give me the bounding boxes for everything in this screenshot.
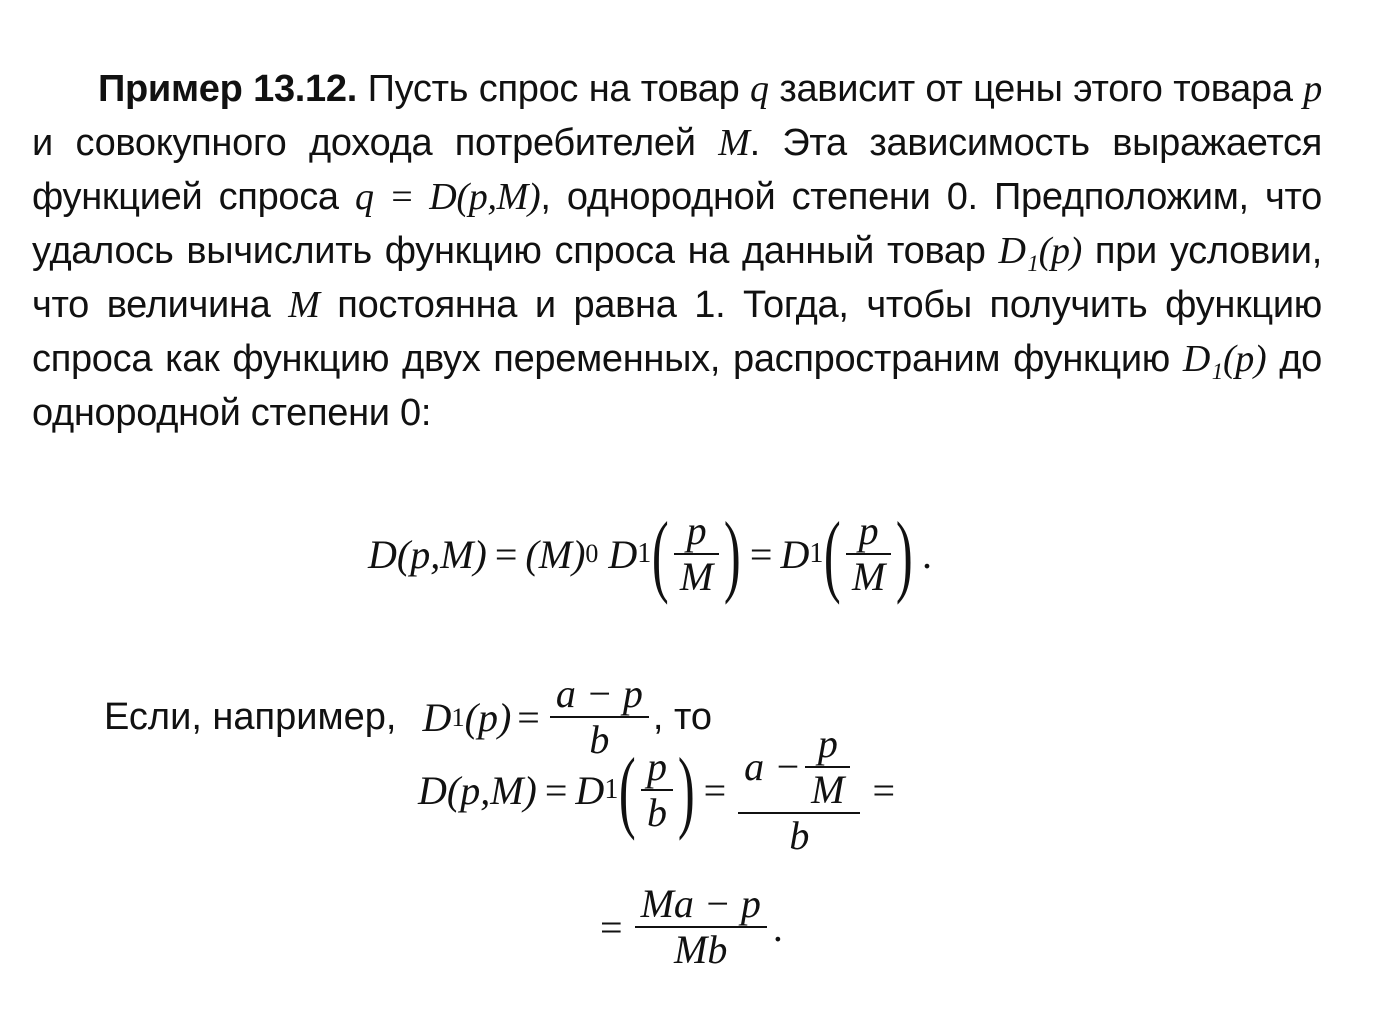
- function-name: D: [422, 694, 452, 740]
- period: .: [921, 531, 932, 577]
- period: .: [772, 904, 783, 950]
- eq-sign: =: [749, 531, 773, 577]
- text-fragment: при условии, что величина: [32, 230, 1322, 326]
- text-fragment: постоянна и равна 1. Тогда, чтобы получить функцию спроса как функцию двух переменных, распространим функцию: [32, 284, 1322, 380]
- variable-M: M: [288, 284, 320, 326]
- fraction: [846, 509, 891, 599]
- compound-fraction: [738, 722, 860, 858]
- text-fragment: и совокупного дохода потребителей: [32, 122, 696, 164]
- numerator: p: [817, 721, 838, 766]
- subscript: 1: [451, 701, 465, 732]
- fraction: [635, 882, 767, 972]
- subscript: 1: [809, 538, 824, 569]
- eq-lhs: D(p,M): [418, 767, 537, 813]
- variable-p: p: [1303, 68, 1322, 110]
- denominator: b: [789, 813, 810, 858]
- lead-text: Если, например,: [104, 695, 397, 738]
- numerator: p: [646, 744, 667, 789]
- function-name: D: [608, 531, 638, 577]
- formula-d1p: D₁(p): [1182, 338, 1267, 380]
- text-fragment: , однородной степени 0. Предположим, что удалось вычислить функцию спроса на данный товар: [32, 176, 1323, 272]
- denominator: M: [851, 554, 886, 599]
- paren-close: ): [896, 503, 914, 605]
- function-name: D: [575, 767, 605, 813]
- term-a-minus: a −: [744, 744, 802, 789]
- paren-open: (: [824, 503, 842, 605]
- eq-sign: =: [600, 904, 623, 950]
- subscript: 1: [604, 774, 619, 805]
- fraction: [674, 509, 719, 599]
- paren-open: (: [652, 503, 670, 605]
- tail-text: , то: [652, 695, 713, 738]
- paren-close: ): [677, 739, 695, 841]
- variable-M: M: [718, 122, 750, 164]
- denominator: Mb: [674, 927, 728, 972]
- text-fragment: Пусть спрос на товар: [367, 68, 740, 110]
- subscript: 1: [637, 538, 652, 569]
- eq-lhs: D(p,M): [368, 531, 487, 577]
- denominator: M: [679, 554, 714, 599]
- numerator: Ma − p: [640, 881, 761, 926]
- equation-result: [592, 882, 791, 972]
- fraction: [641, 745, 673, 835]
- example-title: Пример 13.12.: [98, 68, 357, 110]
- argument: (p): [464, 694, 512, 740]
- numerator: a − p: [555, 671, 643, 716]
- denominator: M: [811, 767, 845, 812]
- variable-q: q: [750, 68, 769, 110]
- denominator: b: [589, 717, 610, 762]
- function-name: D: [780, 531, 810, 577]
- formula-demand: q = D(p,M): [354, 176, 541, 218]
- example-paragraph: [32, 62, 1322, 440]
- compound-numerator: [738, 722, 860, 812]
- paren-close: ): [724, 503, 741, 605]
- eq-sign: =: [703, 767, 727, 813]
- eq-term: (M): [525, 531, 586, 577]
- eq-sign: =: [494, 531, 518, 577]
- exponent: 0: [585, 539, 599, 568]
- eq-sign: =: [517, 694, 540, 740]
- formula-d1p: D₁(p): [998, 230, 1082, 272]
- equation-substitution: [418, 722, 903, 858]
- eq-sign: =: [544, 767, 568, 813]
- numerator: p: [686, 508, 707, 553]
- numerator: p: [858, 508, 879, 553]
- text-fragment: . Эта зависимость выражается функцией спроса: [32, 122, 1322, 218]
- paren-open: (: [619, 739, 637, 841]
- equation-homogeneous-extension: [368, 503, 940, 605]
- text-fragment: до однородной степени 0:: [32, 338, 1322, 434]
- denominator: b: [646, 790, 667, 835]
- inner-fraction: [805, 722, 850, 812]
- text-fragment: зависит от цены этого товара: [779, 68, 1293, 110]
- eq-sign: =: [872, 767, 896, 813]
